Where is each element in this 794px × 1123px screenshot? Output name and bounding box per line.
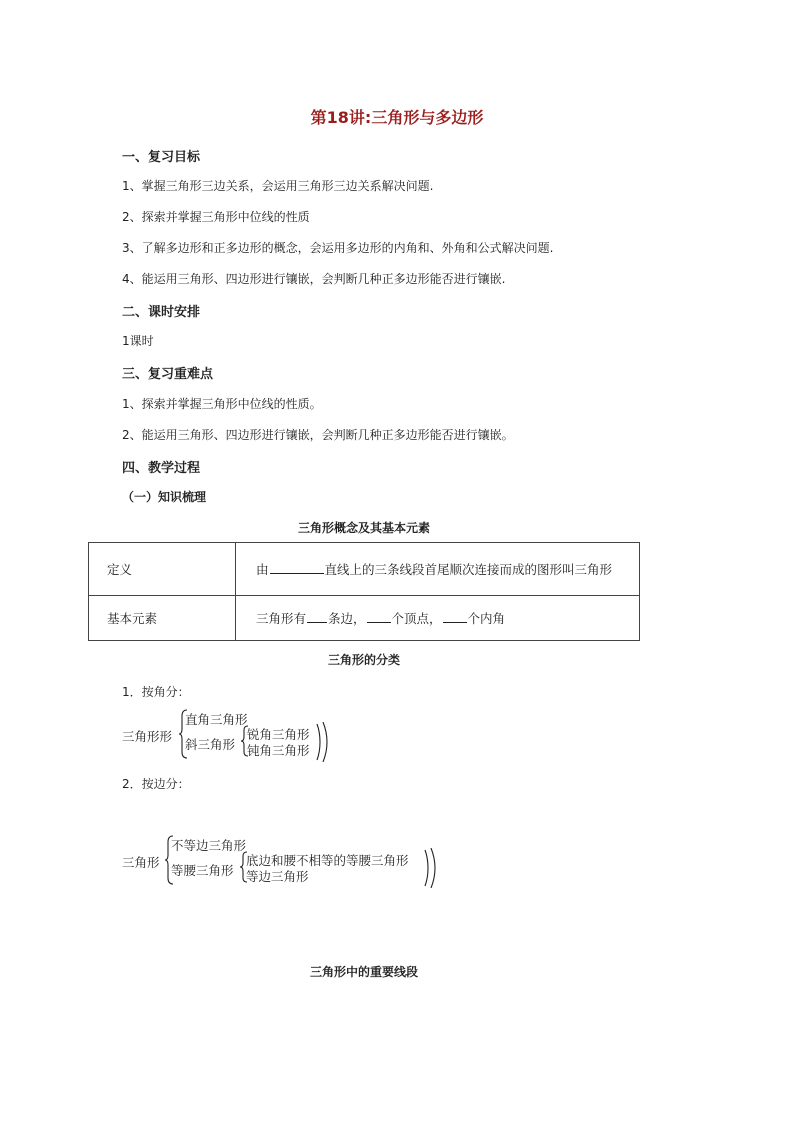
goal-item: 2、探索并掌握三角形中位线的性质 [122,210,310,224]
page-title: 第18讲:三角形与多边形 [310,108,484,127]
isosceles-triangle-label: 等腰三角形 [171,863,234,878]
right-brace-icon [316,722,330,762]
non-equilateral-isosceles-label: 底边和腰不相等的等腰三角形 [246,853,409,868]
acute-triangle-label: 锐角三角形 [247,727,310,742]
subsection-heading: （一）知识梳理 [122,490,207,504]
segments-caption: 三角形中的重要线段 [309,965,418,979]
triangle-concept-table [88,542,640,641]
cell-text: 直线上的三条线段首尾顺次连接而成的图形叫三角形 [324,562,613,577]
table-cell-label: 定义 [89,543,236,596]
cell-text: 条边， [328,611,366,626]
goal-item: 4、能运用三角形、四边形进行镶嵌，会判断几种正多边形能否进行镶嵌. [122,272,506,286]
schedule-text: 1课时 [122,334,154,348]
by-angle-heading: 1．按角分： [122,685,190,699]
fill-in-blank [307,610,327,623]
equilateral-triangle-label: 等边三角形 [246,869,309,884]
right-triangle-label: 直角三角形 [185,712,248,727]
by-angle-root: 三角形形 [122,729,173,744]
fill-in-blank [367,610,391,623]
section-heading-key-points: 三、复习重难点 [122,367,214,382]
right-brace-icon [424,848,438,888]
by-side-heading: 2．按边分： [122,777,190,791]
fill-in-blank [443,610,467,623]
cell-text: 三角形有 [256,611,307,626]
goal-item: 1、掌握三角形三边关系，会运用三角形三边关系解决问题. [122,179,434,193]
table-cell-value [236,543,640,596]
cell-text: 由 [256,562,269,577]
classification-caption: 三角形的分类 [327,653,400,667]
table-cell-label: 基本元素 [89,596,236,641]
oblique-triangle-label: 斜三角形 [185,737,236,752]
cell-text: 个内角 [467,611,506,626]
section-heading-goals: 一、复习目标 [122,150,201,165]
fill-in-blank [270,561,324,574]
table-row [89,543,640,596]
key-point-item: 2、能运用三角形、四边形进行镶嵌，会判断几种正多边形能否进行镶嵌。 [122,428,514,442]
cell-text: 个顶点， [391,611,442,626]
table-row [89,596,640,641]
by-side-root: 三角形 [122,855,160,870]
key-point-item: 1、探索并掌握三角形中位线的性质。 [122,397,322,411]
table-cell-value [236,596,640,641]
scalene-triangle-label: 不等边三角形 [171,838,247,853]
table-caption: 三角形概念及其基本元素 [297,521,430,535]
section-heading-process: 四、教学过程 [122,461,201,476]
obtuse-triangle-label: 钝角三角形 [247,743,310,758]
goal-item: 3、了解多边形和正多边形的概念，会运用多边形的内角和、外角和公式解决问题. [122,241,554,255]
section-heading-schedule: 二、课时安排 [122,305,201,320]
